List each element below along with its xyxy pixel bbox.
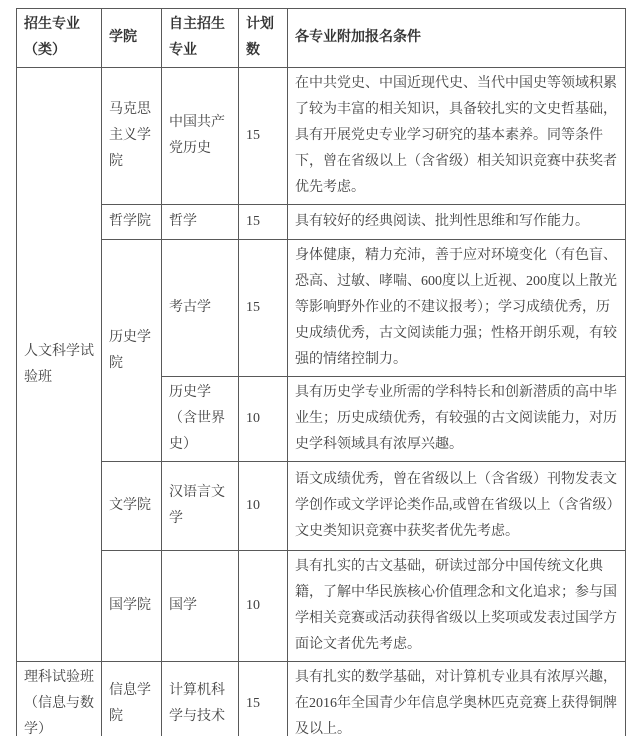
admissions-table [16,8,626,736]
table-row [17,462,626,551]
college-cell-history: 历史学院 [102,240,162,462]
table-row [17,662,626,736]
table-row [17,240,626,377]
major-cell: 计算机科学与技术 [162,662,239,736]
college-cell: 文学院 [102,462,162,551]
conditions-cell: 具有较好的经典阅读、批判性思维和写作能力。 [288,205,626,240]
conditions-cell: 身体健康，精力充沛，善于应对环境变化（有色盲、恐高、过敏、哮喘、600度以上近视、200度以上散光等影响野外作业的不建议报考）；学习成绩优秀，历史成绩优秀，古文阅读能力强；性格开朗乐观，有较强的情绪控制力。 [288,240,626,377]
conditions-cell: 具有扎实的数学基础，对计算机专业具有浓厚兴趣，在2016年全国青少年信息学奥林匹克竞赛上获得铜牌及以上。 [288,662,626,736]
college-cell: 马克思主义学院 [102,68,162,205]
plan-cell: 10 [239,551,288,662]
plan-cell: 10 [239,462,288,551]
conditions-cell: 在中共党史、中国近现代史、当代中国史等领域积累了较为丰富的相关知识，具备较扎实的文史哲基础，具有开展党史专业学习研究的基本素养。同等条件下，曾在省级以上（含省级）相关知识竞赛中获奖者优先考虑。 [288,68,626,205]
college-cell: 国学院 [102,551,162,662]
plan-cell: 15 [239,240,288,377]
major-cell: 中国共产党历史 [162,68,239,205]
header-major-category: 招生专业（类） [17,9,102,68]
category-cell-science: 理科试验班（信息与数学） [17,662,102,736]
major-cell: 哲学 [162,205,239,240]
header-row [17,9,626,68]
major-cell: 历史学（含世界史） [162,377,239,462]
table-row [17,68,626,205]
major-cell: 国学 [162,551,239,662]
college-cell: 信息学院 [102,662,162,736]
category-cell-humanities: 人文科学试验班 [17,68,102,662]
header-conditions: 各专业附加报名条件 [288,9,626,68]
plan-cell: 15 [239,205,288,240]
major-cell: 考古学 [162,240,239,377]
college-cell: 哲学院 [102,205,162,240]
conditions-cell: 语文成绩优秀，曾在省级以上（含省级）刊物发表文学创作或文学评论类作品,或曾在省级以上（含省级）文史类知识竞赛中获奖者优先考虑。 [288,462,626,551]
plan-cell: 10 [239,377,288,462]
header-college: 学院 [102,9,162,68]
plan-cell: 15 [239,662,288,736]
major-cell: 汉语言文学 [162,462,239,551]
page [0,8,632,736]
table-row [17,551,626,662]
header-enrollment-major: 自主招生专业 [162,9,239,68]
conditions-cell: 具有扎实的古文基础，研读过部分中国传统文化典籍，了解中华民族核心价值理念和文化追求；参与国学相关竞赛或活动获得省级以上奖项或发表过国学方面论文者优先考虑。 [288,551,626,662]
conditions-cell: 具有历史学专业所需的学科特长和创新潜质的高中毕业生；历史成绩优秀，有较强的古文阅读能力，对历史学科领域具有浓厚兴趣。 [288,377,626,462]
plan-cell: 15 [239,68,288,205]
table-row [17,205,626,240]
header-plan-count: 计划数 [239,9,288,68]
